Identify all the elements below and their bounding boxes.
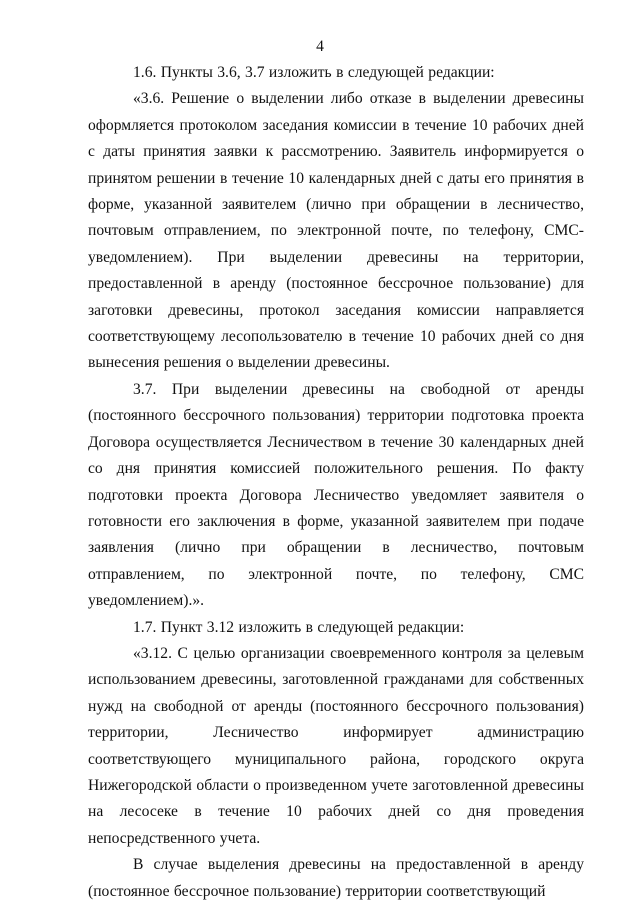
page-number: 4 bbox=[316, 38, 324, 55]
paragraph-clause-3-7: 3.7. При выделении древесины на свободной от аренды (постоянного бессрочного пользования) территории подготовка проекта Договора осуществляется Лесничеством в течение 30 календарных дней со дня принятия комиссией положительного решения. По факту подготовки проекта Договора Лесничество уведомляет заявителя о готовности его заключения в форме, указанной заявителем при подаче заявления (лично при обращении в лесничество, почтовым отправлением, по электронной почте, по телефону, СМС уведомлением).». bbox=[88, 380, 584, 610]
paragraph-continuation: В случае выделения древесины на предоставленной в аренду (постоянное бессрочное пользование) территории соответствующий bbox=[88, 856, 584, 900]
paragraph-clause-3-12: «3.12. С целью организации своевременного контроля за целевым использованием древесины, заготовленной гражданами для собственных нужд на свободной от аренды (постоянного бессрочного пользования) территории, Лесничество информирует администрацию соответствующего муниципального района, городского округа Нижегородской области о произведенном учете заготовленной древесины на лесосеке в течение 10 рабочих дней со дня проведения непосредственного учета. bbox=[88, 644, 584, 847]
paragraph-clause-3-6: «3.6. Решение о выделении либо отказе в выделении древесины оформляется протоколом заседания комиссии в течение 10 рабочих дней с даты принятия заявки к рассмотрению. Заявитель информируется о принятом решении в течение 10 календарных дней с даты его принятия в форме, указанной заявителем (лично при обращении в лесничество, почтовым отправлением, по электронной почте, по телефону, СМС-уведомлением). При выделении древесины на территории, предоставленной в аренду (постоянное бессрочное пользование) для заготовки древесины, протокол заседания комиссии направляется соответствующему лесопользователю в течение 10 рабочих дней со дня вынесения решения о выделении древесины. bbox=[88, 90, 584, 372]
paragraph-item-1-6-heading: 1.6. Пункты 3.6, 3.7 изложить в следующей редакции: bbox=[133, 64, 495, 81]
document-body bbox=[88, 60, 584, 905]
paragraph-item-1-7-heading: 1.7. Пункт 3.12 изложить в следующей редакции: bbox=[133, 618, 465, 636]
